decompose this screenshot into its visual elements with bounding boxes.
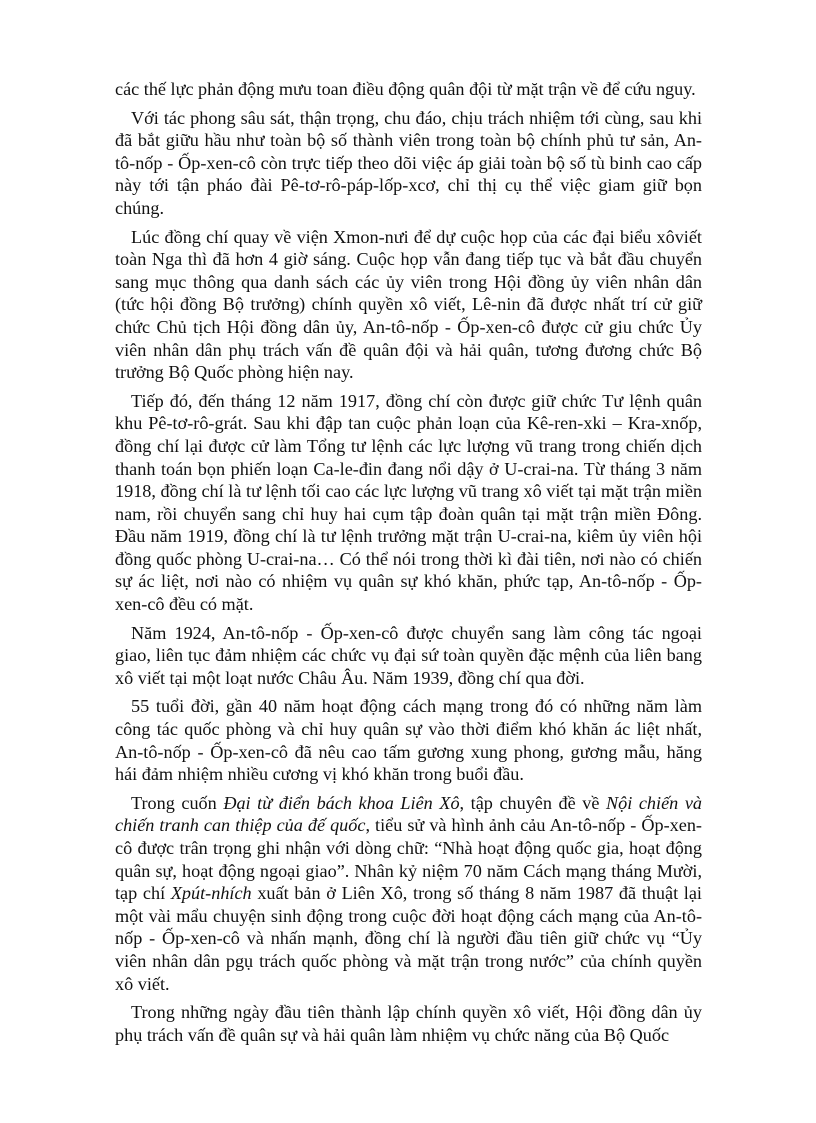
paragraph-3 — [115, 226, 702, 384]
text-segment: các thế lực phản động mưu toan điều động quân đội từ mặt trận về để cứu nguy. — [115, 79, 696, 99]
paragraph-8 — [115, 1001, 702, 1046]
paragraph-2 — [115, 107, 702, 220]
text-segment: Với tác phong sâu sát, thận trọng, chu đáo, chịu trách nhiệm tới cùng, sau khi đã bắt giữu hầu như toàn bộ số thành viên trong toàn bộ chính phủ tư sản, An-tô-nốp - Ốp-xen-cô còn trực tiếp theo dõi việc áp giải toàn bộ số tù binh cao cấp này tới tận pháo đài Pê-tơ-rô-páp-lốp-xcơ, chỉ thị cụ thể việc giam giữ bọn chúng. — [115, 107, 702, 218]
document-page — [115, 78, 702, 1046]
paragraph-5 — [115, 622, 702, 690]
text-segment: 55 tuổi đời, gần 40 năm hoạt động cách mạng trong đó có những năm làm công tác quốc phòng và chỉ huy quân sự vào thời điểm khó khăn ác liệt nhất, An-tô-nốp - Ốp-xen-cô đã nêu cao tấm gương xung phong, gương mẫu, hăng hái đảm nhiệm nhiều cương vị khó khăn trong buổi đầu. — [115, 696, 702, 785]
magazine-title: Xpút-nhích — [170, 883, 252, 904]
text-segment: xuất bản ở Liên Xô, trong số tháng 8 năm 1987 đã thuật lại một vài mẩu chuyện sinh động trong cuộc đời hoạt động cách mạng của An-tô-nốp - Ốp-xen-cô và nhấn mạnh, đồng chí là người đầu tiên giữ chức vụ “Ủy viên nhân dân pgụ trách quốc phòng và mặt trận trong nước” của chính quyền xô viết. — [115, 883, 702, 994]
text-segment: , tập chuyên đề về — [459, 792, 607, 813]
book-title: Đại từ điển bách khoa Liên Xô — [223, 792, 460, 813]
text-segment: Trong những ngày đầu tiên thành lập chính quyền xô viết, Hội đồng dân ủy phụ trách vấn đề quân sự và hải quân làm nhiệm vụ chức năng của Bộ Quốc — [115, 1002, 702, 1045]
text-segment: Tiếp đó, đến tháng 12 năm 1917, đồng chí còn được giữ chức Tư lệnh quân khu Pê-tơ-rô-grát. Sau khi đập tan cuộc phản loạn của Kê-ren-xki – Kra-xnốp, đồng chí lại được cử làm Tổng tư lệnh các lực lượng vũ trang trong chiến dịch thanh toán bọn phiến loạn Ca-le-đin đang nổi dậy ở U-crai-na. Từ tháng 3 năm 1918, đồng chí là tư lệnh tối cao các lực lượng vũ trang xô viết tại mặt trận miền nam, rồi chuyển sang chỉ huy hai cụm tập đoàn quân tại mặt trận miền Đông. Đầu năm 1919, đồng chí là tư lệnh trưởng mặt trận U-crai-na, kiêm ủy viên hội đồng quốc phòng U-crai-na… Có thể nói trong thời kì đài tiên, nơi nào có chiến sự ác liệt, nơi nào có nhiệm vụ quân sự khó khăn, phức tạp, An-tô-nốp - Ốp-xen-cô đều có mặt. — [115, 390, 702, 615]
text-segment: Lúc đồng chí quay về viện Xmon-nưi để dự cuộc họp của các đại biểu xôviết toàn Nga thì đã hơn 4 giờ sáng. Cuộc họp vẫn đang tiếp tục và bắt đầu chuyển sang mục thông qua danh sách các ủy viên trong Hội đồng ủy viên nhân dân (tức hội đồng Bộ trưởng) chính quyền xô viết, Lê-nin đã được nhất trí cử giữ chức Chủ tịch Hội đồng dân ủy, An-tô-nốp - Ốp-xen-cô được cử giu chức Ủy viên nhân dân phụ trách vấn đề quân đội và hải quân, tương đương chức Bộ trưởng Bộ Quốc phòng hiện nay. — [115, 226, 702, 383]
text-segment: Năm 1924, An-tô-nốp - Ốp-xen-cô được chuyển sang làm công tác ngoại giao, liên tục đảm nhiệm các chức vụ đại sứ toàn quyền đặc mệnh của liên bang xô viết tại một loạt nước Châu Âu. Năm 1939, đồng chí qua đời. — [115, 622, 702, 688]
paragraph-4 — [115, 390, 702, 616]
text-segment: , tiểu sử và hình ảnh cảu An-tô-nốp - Ốp-xen-cô được trân trọng ghi nhận với dòng chữ: “Nhà hoạt động quốc gia, hoạt động quân sự, hoạt động ngoại giao”. Nhân kỷ niệm 70 năm Cách mạng tháng Mười, tạp chí — [115, 815, 702, 904]
paragraph-1 — [115, 78, 702, 101]
paragraph-6 — [115, 695, 702, 785]
volume-title: Nội chiến và chiến tranh can thiệp của đế quốc — [115, 792, 702, 836]
paragraph-7 — [115, 792, 702, 995]
text-segment: Trong cuốn — [131, 792, 224, 813]
